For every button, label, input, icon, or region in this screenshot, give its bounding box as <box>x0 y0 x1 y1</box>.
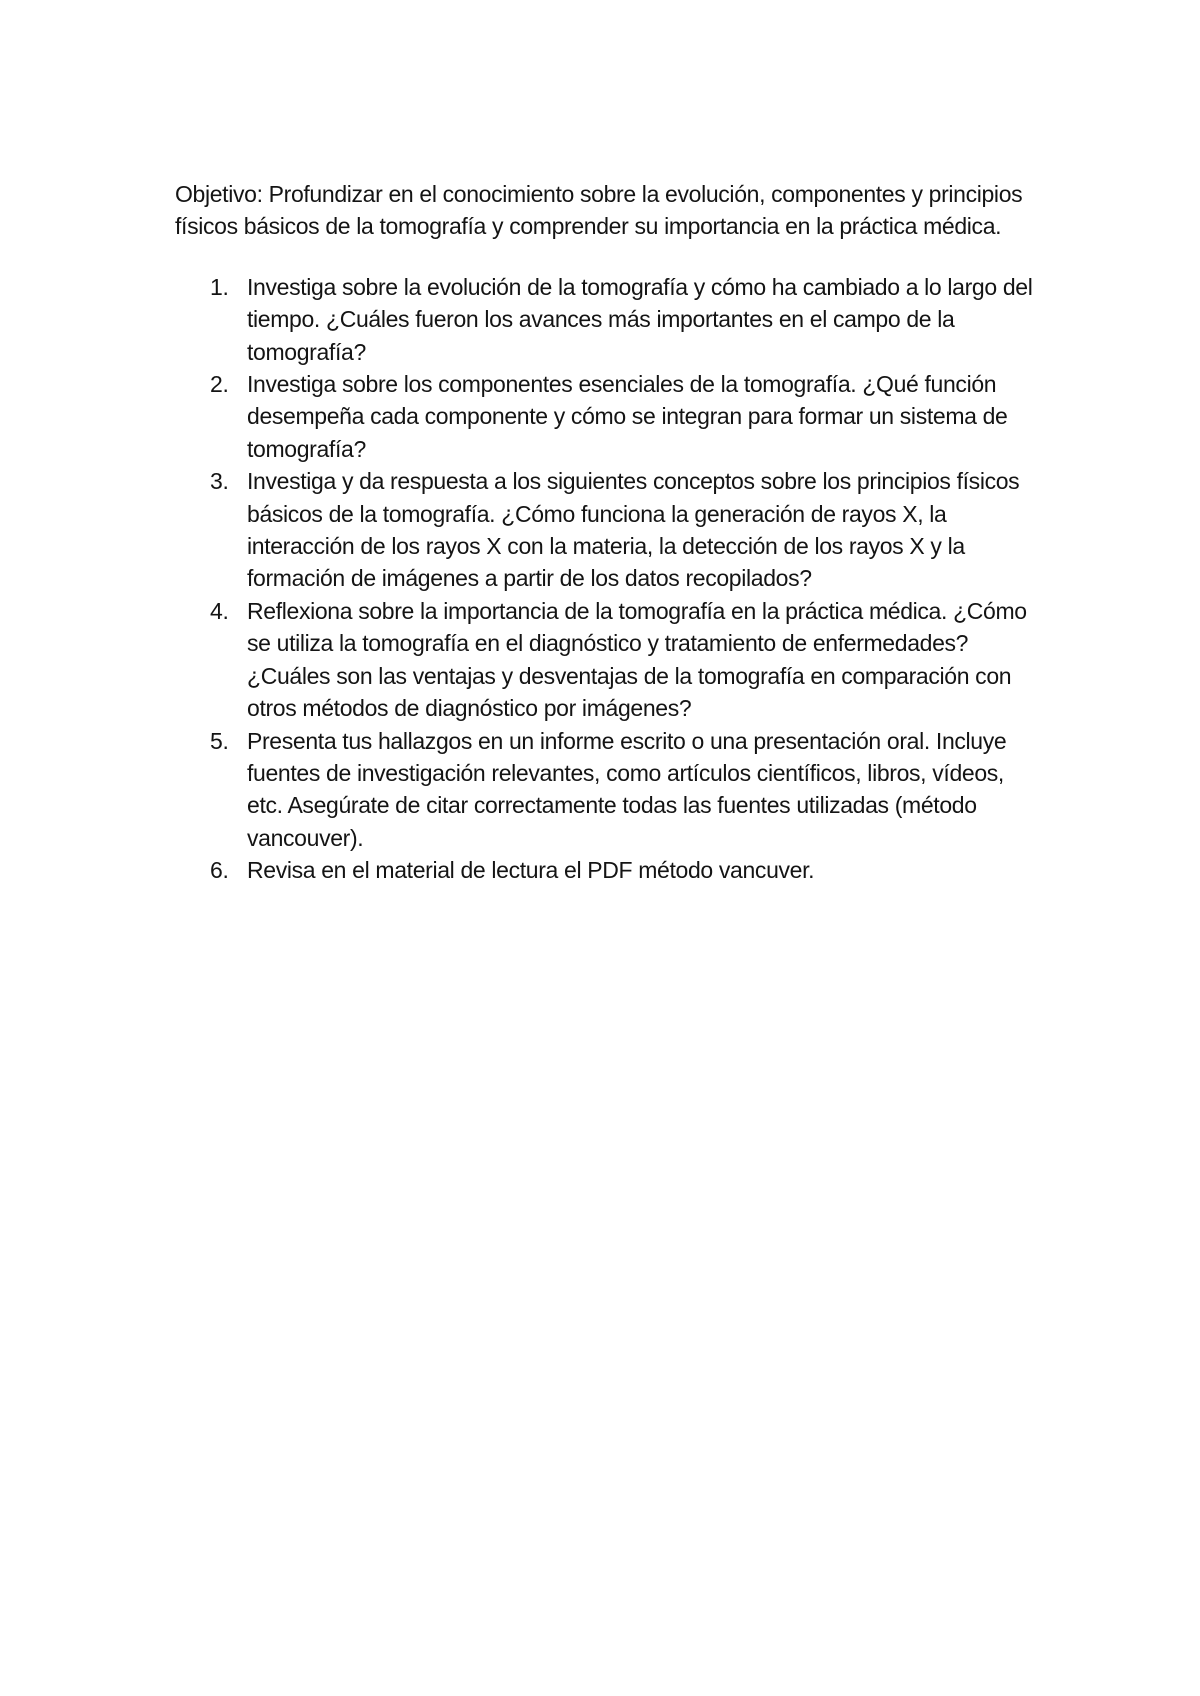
task-text: Investiga sobre los componentes esenciales de la tomografía. ¿Qué función desempeña cada componente y cómo se integran para formar un sistema de tomografía? <box>247 371 1008 462</box>
task-item-4 <box>175 595 1035 725</box>
objective-paragraph: Objetivo: Profundizar en el conocimiento sobre la evolución, componentes y principios físicos básicos de la tomografía y comprender su importancia en la práctica médica. <box>175 181 1023 240</box>
task-number: 4. <box>210 597 229 624</box>
task-text: Presenta tus hallazgos en un informe escrito o una presentación oral. Incluye fuentes de investigación relevantes, como artículos científicos, libros, vídeos, etc. Asegúrate de citar correctamente todas las fuentes utilizadas (método vancouver). <box>247 727 1007 851</box>
task-number: 2. <box>210 371 229 398</box>
task-text: Revisa en el material de lectura el PDF método vancuver. <box>247 857 815 884</box>
task-item-6 <box>175 854 1035 886</box>
task-number: 6. <box>210 857 229 884</box>
task-number: 1. <box>210 273 229 300</box>
task-item-2 <box>175 368 1035 465</box>
task-number: 5. <box>210 727 229 754</box>
task-item-1 <box>175 271 1035 368</box>
task-text: Investiga y da respuesta a los siguientes conceptos sobre los principios físicos básicos de la tomografía. ¿Cómo funciona la generación de rayos X, la interacción de los rayos X con la materia, la detección de los rayos X y la formación de imágenes a partir de los datos recopilados? <box>247 468 1020 592</box>
document-body <box>175 178 1035 887</box>
task-text: Investiga sobre la evolución de la tomografía y cómo ha cambiado a lo largo del tiempo. ¿Cuáles fueron los avances más importantes en el campo de la tomografía? <box>247 273 1033 365</box>
task-text: Reflexiona sobre la importancia de la tomografía en la práctica médica. ¿Cómo se utiliza la tomografía en el diagnóstico y tratamiento de enfermedades? ¿Cuáles son las ventajas y desventajas de la tomografía en comparación con otros métodos de diagnóstico por imágenes? <box>247 597 1027 722</box>
task-item-5 <box>175 725 1035 855</box>
task-item-3 <box>175 465 1035 595</box>
task-number: 3. <box>210 468 229 495</box>
task-list <box>175 271 1035 887</box>
